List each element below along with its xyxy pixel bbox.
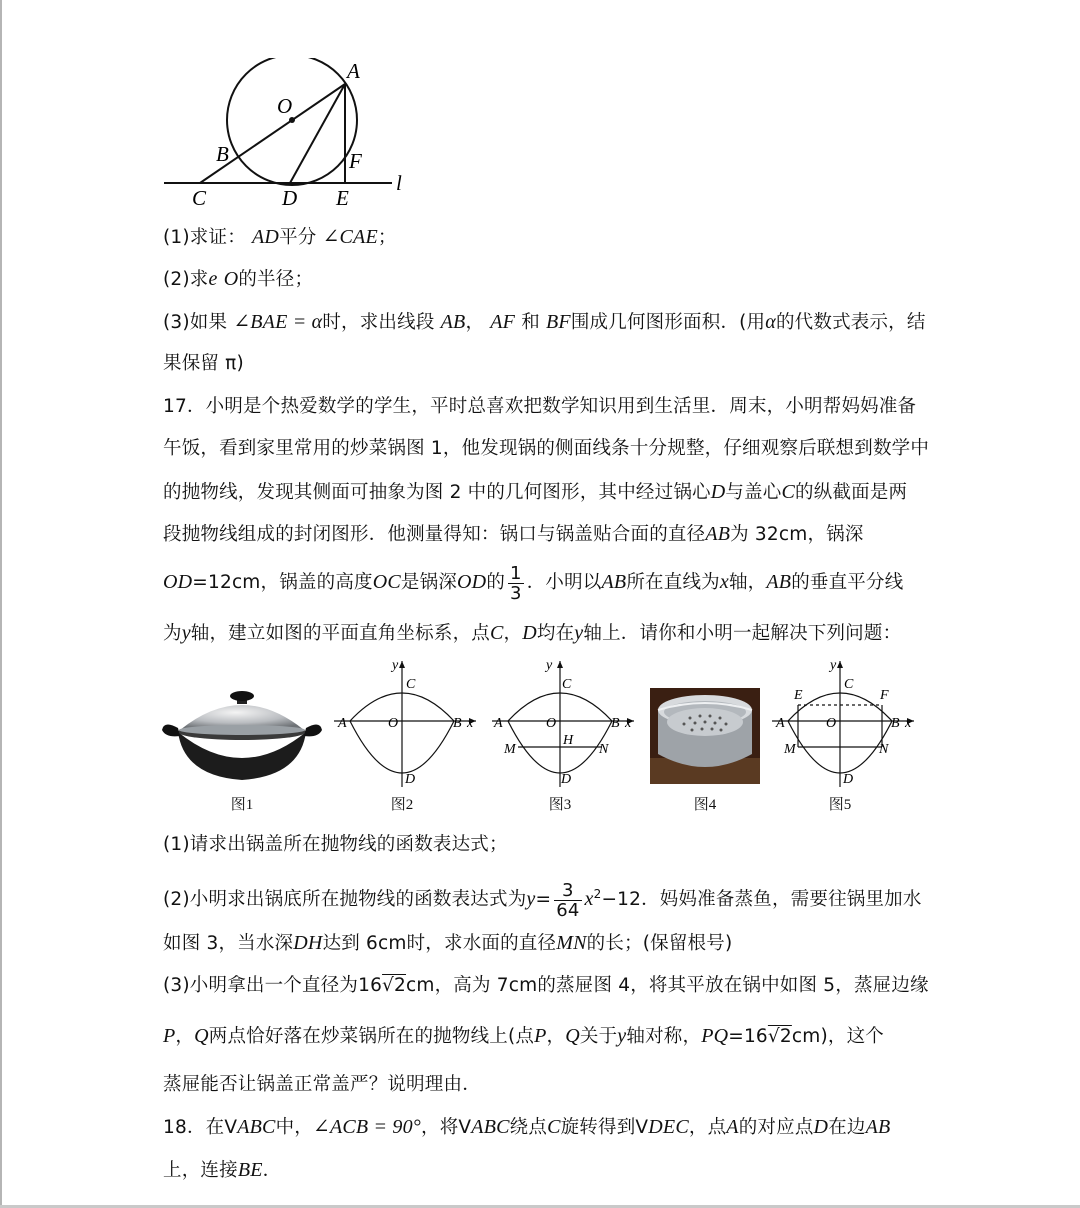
label-A: A [347, 59, 360, 83]
p17-line3: 的抛物线，发现其侧面可抽象为图 2 中的几何图形，其中经过锅心D与盖心C的纵截面是两 [163, 481, 908, 503]
p17-q3-cont: P，Q两点恰好落在炒菜锅所在的抛物线上(点P，Q关于y轴对称，PQ=16√2cm)，这个 [163, 1025, 884, 1047]
fig5-C: C [844, 677, 854, 692]
fig5-D: D [843, 772, 854, 787]
p17-line2: 午饭，看到家里常用的炒菜锅图 1，他发现锅的侧面线条十分规整，仔细观察后联想到数学中 [163, 438, 930, 459]
fig3-B: B [611, 716, 620, 731]
fig3-D: D [561, 772, 572, 787]
fig5-y: y [830, 658, 837, 673]
label-l: l [396, 171, 402, 195]
fig5-B: B [891, 716, 900, 731]
fig3-diagram [488, 655, 638, 790]
label-C: C [192, 186, 207, 210]
p17-q1: (1)请求出锅盖所在抛物线的函数表达式； [163, 834, 508, 855]
fig5-E: E [794, 688, 803, 703]
fig5-x: x [905, 716, 912, 731]
p16-q3: (3)如果 ∠BAE = α时，求出线段 AB， AF 和 BF围成几何图形面积．(用α的代数式表示，结 [163, 311, 926, 333]
label-E: E [336, 186, 349, 210]
fig2-diagram [330, 655, 480, 790]
fraction-3-64: $\frac{3}{64}$ [556, 879, 580, 921]
label-O: O [277, 94, 293, 118]
fig3-A: A [494, 716, 503, 731]
fig5-A: A [776, 716, 785, 731]
label-F: F [349, 149, 362, 173]
fig2-A: A [338, 716, 347, 731]
fig5-O: O [826, 716, 837, 731]
p16-q3-cont: 果保留 π) [163, 353, 244, 374]
fig2-y: y [392, 658, 399, 673]
p17-line5: OD=12cm，锅盖的高度OC是锅深OD的 $\frac{1}{3}$ ．小明以AB所在直线为x轴，AB的垂直平分线 [163, 562, 904, 604]
caption-fig3: 图3 [548, 797, 572, 813]
p17-q2-cont: 如图 3，当水深DH达到 6cm时，求水面的直径MN的长；(保留根号) [163, 932, 733, 954]
fig1-wok-image [160, 684, 325, 784]
fig3-O: O [546, 716, 557, 731]
fig3-M: M [504, 742, 516, 757]
label-B: B [216, 142, 229, 166]
caption-fig1: 图1 [230, 797, 254, 813]
fig5-F: F [880, 688, 889, 703]
fig3-C: C [562, 677, 572, 692]
fig3-H: H [563, 733, 574, 748]
caption-fig4: 图4 [693, 797, 717, 813]
p16-q2: (2)求e O的半径； [163, 268, 314, 290]
caption-fig5: 图5 [828, 797, 852, 813]
fig2-B: B [453, 716, 462, 731]
label-D: D [282, 186, 298, 210]
fig4-steamer-image [650, 688, 760, 784]
fig3-x: x [625, 716, 632, 731]
fig5-M: M [784, 742, 796, 757]
fig5-N: N [879, 742, 889, 757]
p17-q3-cont2: 蒸屉能否让锅盖正常盖严？说明理由． [163, 1074, 481, 1095]
circle-tangent-figure [160, 58, 420, 216]
p18-line1: 18．在VABC中，∠ACB = 90°，将VABC绕点C旋转得到VDEC，点A的对应点D在边AB [163, 1116, 891, 1138]
page-left-edge [0, 0, 2, 1208]
p16-q1: (1)求证： AD平分 ∠CAE； [163, 226, 397, 248]
fig3-N: N [599, 742, 609, 757]
p17-line1: 17．小明是个热爱数学的学生，平时总喜欢把数学知识用到生活里．周末，小明帮妈妈准备 [163, 396, 917, 417]
p18-line2: 上，连接BE． [163, 1159, 282, 1181]
fraction-one-third: $\frac{1}{3}$ [510, 562, 522, 604]
fig5-diagram [768, 655, 918, 790]
p17-q3: (3)小明拿出一个直径为16√2cm，高为 7cm的蒸屉图 4，将其平放在锅中如图 5，蒸屉边缘 [163, 975, 929, 996]
fig2-x: x [467, 716, 474, 731]
fig2-C: C [406, 677, 416, 692]
caption-fig2: 图2 [390, 797, 414, 813]
fig2-O: O [388, 716, 399, 731]
p17-line6: 为y轴，建立如图的平面直角坐标系，点C，D均在y轴上．请你和小明一起解决下列问题： [163, 622, 902, 644]
p17-q2: (2)小明求出锅底所在抛物线的函数表达式为y= $\frac{3}{64}$ $x^2-12$．妈妈准备蒸鱼，需要往锅里加水 [163, 879, 922, 921]
fig2-D: D [405, 772, 416, 787]
fig3-y: y [546, 658, 553, 673]
p17-line4: 段抛物线组成的封闭图形．他测量得知：锅口与锅盖贴合面的直径AB为 32cm，锅深 [163, 523, 864, 545]
